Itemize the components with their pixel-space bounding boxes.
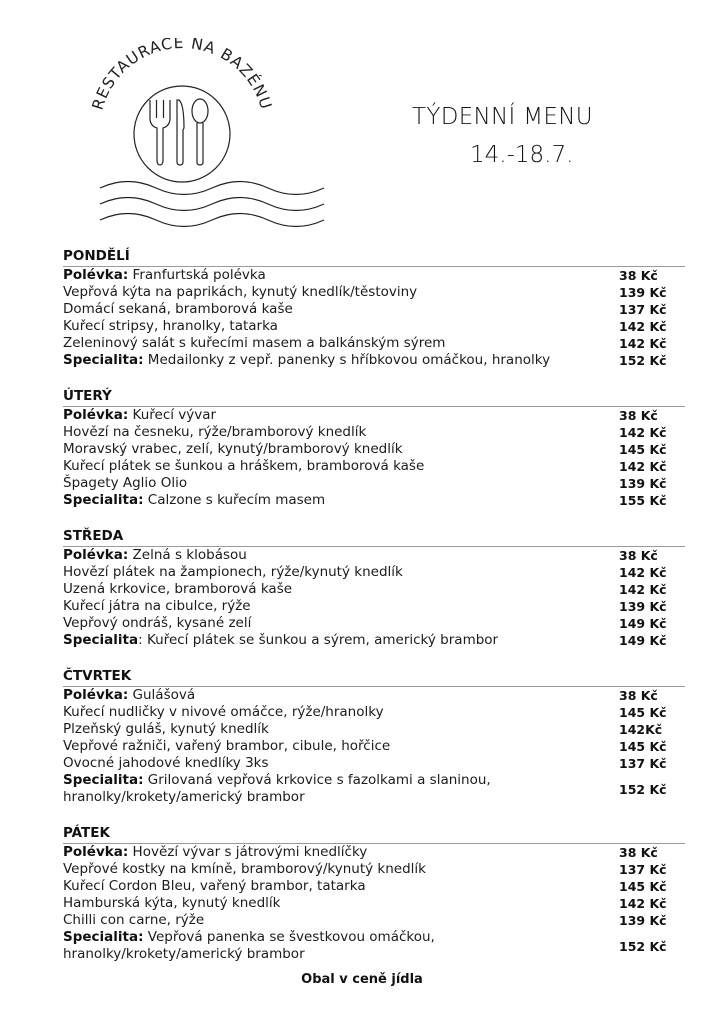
spoon-icon — [192, 99, 208, 165]
dish — [63, 301, 619, 318]
menu-row — [63, 912, 685, 929]
dish-text: Franfurtská polévka — [128, 267, 266, 283]
price: 38 Kč — [619, 845, 658, 860]
dish-label: Polévka: — [63, 547, 129, 563]
dish — [63, 352, 619, 369]
menu-row — [63, 564, 685, 581]
dish-text-cont: hranolky/krokety/americký brambor — [63, 789, 305, 805]
knife-icon — [177, 100, 184, 165]
dish — [63, 581, 619, 598]
dish-text-cont: hranolky/krokety/americký brambor — [63, 946, 305, 962]
dish-label: Specialita: — [63, 352, 144, 368]
weekly-menu — [63, 248, 685, 982]
dish-text: Medailonky z vepř. panenky s hříbkovou omáčkou, hranolky — [143, 352, 551, 368]
menu-row — [63, 547, 685, 564]
price: 142 Kč — [619, 425, 667, 440]
dish — [63, 912, 619, 929]
dish-text: Vepřová kýta na paprikách, kynutý knedlík/těstoviny — [63, 284, 418, 300]
price: 38 Kč — [619, 548, 658, 563]
price: 142 Kč — [619, 459, 667, 474]
dish — [63, 615, 619, 632]
menu-row — [63, 755, 685, 772]
menu-header — [412, 102, 672, 170]
dish-text: Chilli con carne, rýže — [63, 912, 205, 928]
price: 142 Kč — [619, 319, 667, 334]
menu-row — [63, 335, 685, 352]
dish-text: Calzone s kuřecím masem — [143, 492, 326, 508]
dish — [63, 335, 619, 352]
date-range: 14.-18.7. — [470, 142, 574, 168]
footer-note: Obal v ceně jídla — [301, 972, 423, 987]
dish — [63, 721, 619, 738]
price: 149 Kč — [619, 633, 667, 648]
dish-text: Hovězí vývar s játrovými knedlíčky — [128, 844, 368, 860]
dish-text: Kuřecí nudličky v nivové omáčce, rýže/hranolky — [63, 704, 384, 720]
price: 145 Kč — [619, 705, 667, 720]
day-title: PÁTEK — [63, 825, 685, 844]
menu-row — [63, 738, 685, 755]
dish — [63, 318, 619, 335]
dish-text: Kuřecí vývar — [128, 407, 217, 423]
dish-text: Zeleninový salát s kuřecími masem a balkánským sýrem — [63, 335, 446, 351]
dish-text: Hovězí na česneku, rýže/bramborový knedlík — [63, 424, 367, 440]
dish-text: Grilovaná vepřová krkovice s fazolkami a slaninou, — [143, 772, 491, 788]
dish-text: Vepřové kostky na kmíně, bramborový/kynutý knedlík — [63, 861, 426, 877]
menu-row — [63, 929, 685, 963]
dish-label: Specialita: — [63, 492, 144, 508]
dish-label: Polévka: — [63, 687, 129, 703]
price: 142 Kč — [619, 336, 667, 351]
dish-text: Vepřové ražniči, vařený brambor, cibule, hořčice — [63, 738, 391, 754]
menu-row — [63, 844, 685, 861]
dish-label: Specialita: — [63, 772, 144, 788]
menu-row — [63, 267, 685, 284]
dish-text: Plzeňský guláš, kynutý knedlík — [63, 721, 269, 737]
dish — [63, 458, 619, 475]
dish-text: Vepřový ondráš, kysané zelí — [63, 615, 252, 631]
day-section-friday — [63, 825, 685, 963]
page-title: TÝDENNÍ MENU — [412, 104, 593, 130]
menu-row — [63, 878, 685, 895]
dish-label: Polévka: — [63, 407, 129, 423]
menu-row — [63, 407, 685, 424]
menu-row — [63, 284, 685, 301]
dish — [63, 755, 619, 772]
dish-text: Domácí sekaná, bramborová kaše — [63, 301, 293, 317]
price: 38 Kč — [619, 408, 658, 423]
dish — [63, 598, 619, 615]
dish-label: Polévka: — [63, 267, 129, 283]
dish — [63, 632, 619, 649]
dish-label: Specialita: — [63, 929, 144, 945]
price: 137 Kč — [619, 756, 667, 771]
dish-text: : Kuřecí plátek se šunkou a sýrem, americký brambor — [138, 632, 499, 648]
dish — [63, 424, 619, 441]
menu-row — [63, 352, 685, 369]
restaurant-logo — [80, 38, 330, 238]
dish — [63, 878, 619, 895]
day-title: ČTVRTEK — [63, 668, 685, 687]
dish — [63, 772, 619, 806]
menu-row — [63, 615, 685, 632]
menu-row — [63, 632, 685, 649]
price: 142 Kč — [619, 896, 667, 911]
dish — [63, 441, 619, 458]
menu-row — [63, 581, 685, 598]
dish — [63, 492, 619, 509]
price: 145 Kč — [619, 879, 667, 894]
menu-row — [63, 441, 685, 458]
dish — [63, 564, 619, 581]
price: 142 Kč — [619, 565, 667, 580]
price: 137 Kč — [619, 862, 667, 877]
day-title: STŘEDA — [63, 528, 685, 547]
dish-text: Kuřecí Cordon Bleu, vařený brambor, tatarka — [63, 878, 366, 894]
menu-row — [63, 772, 685, 806]
dish-text: Hamburská kýta, kynutý knedlík — [63, 895, 281, 911]
price: 152 Kč — [619, 938, 667, 954]
dish — [63, 407, 619, 424]
day-title: ÚTERÝ — [63, 388, 685, 407]
dish-text: Uzená krkovice, bramborová kaše — [63, 581, 293, 597]
dish-text: Špagety Aglio Olio — [63, 475, 188, 491]
price: 139 Kč — [619, 285, 667, 300]
menu-row — [63, 721, 685, 738]
day-section-thursday — [63, 668, 685, 806]
menu-row — [63, 458, 685, 475]
menu-row — [63, 861, 685, 878]
menu-row — [63, 895, 685, 912]
menu-row — [63, 598, 685, 615]
price: 139 Kč — [619, 913, 667, 928]
dish — [63, 284, 619, 301]
price: 139 Kč — [619, 599, 667, 614]
menu-row — [63, 475, 685, 492]
price: 38 Kč — [619, 688, 658, 703]
dish — [63, 844, 619, 861]
price: 152 Kč — [619, 353, 667, 368]
price: 145 Kč — [619, 442, 667, 457]
dish — [63, 861, 619, 878]
dish-text: Kuřecí stripsy, hranolky, tatarka — [63, 318, 278, 334]
menu-row — [63, 492, 685, 509]
dish-text: Kuřecí játra na cibulce, rýže — [63, 598, 251, 614]
dish — [63, 267, 619, 284]
dish-label: Specialita — [63, 632, 139, 648]
day-section-tuesday — [63, 388, 685, 509]
price: 149 Kč — [619, 616, 667, 631]
price: 145 Kč — [619, 739, 667, 754]
dish — [63, 475, 619, 492]
dish-text: Vepřová panenka se švestkovou omáčkou, — [143, 929, 435, 945]
price: 137 Kč — [619, 302, 667, 317]
dish-text: Ovocné jahodové knedlíky 3ks — [63, 755, 269, 771]
dish-text: Zelná s klobásou — [128, 547, 247, 563]
waves-icon — [100, 182, 324, 227]
fork-icon — [150, 100, 170, 165]
price: 38 Kč — [619, 268, 658, 283]
day-section-monday — [63, 248, 685, 369]
menu-row — [63, 301, 685, 318]
logo-text: RESTAURACE NA BAZÉNU — [88, 38, 276, 113]
price: 139 Kč — [619, 476, 667, 491]
dish — [63, 929, 619, 963]
day-section-wednesday — [63, 528, 685, 649]
dish — [63, 547, 619, 564]
menu-row — [63, 318, 685, 335]
dish-text: Moravský vrabec, zelí, kynutý/bramborový knedlík — [63, 441, 403, 457]
dish — [63, 687, 619, 704]
dish-text: Kuřecí plátek se šunkou a hráškem, bramborová kaše — [63, 458, 425, 474]
dish-label: Polévka: — [63, 844, 129, 860]
menu-row — [63, 687, 685, 704]
price: 142Kč — [619, 722, 663, 737]
price: 142 Kč — [619, 582, 667, 597]
dish — [63, 738, 619, 755]
dish-text: Hovězí plátek na žampionech, rýže/kynutý knedlík — [63, 564, 403, 580]
menu-row — [63, 704, 685, 721]
price: 152 Kč — [619, 781, 667, 797]
dish — [63, 895, 619, 912]
price: 155 Kč — [619, 493, 667, 508]
menu-row — [63, 424, 685, 441]
dish-text: Gulášová — [128, 687, 196, 703]
day-title: PONDĚLÍ — [63, 248, 685, 267]
dish — [63, 704, 619, 721]
